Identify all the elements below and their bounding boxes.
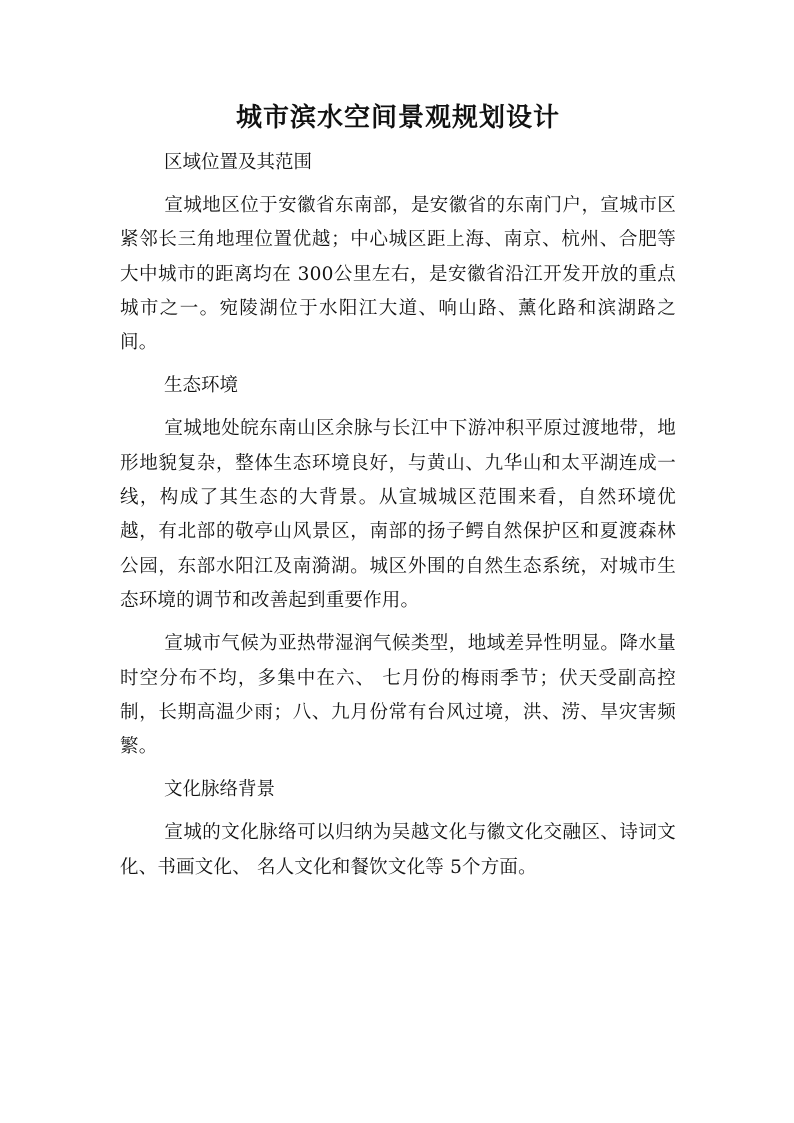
document-page <box>120 92 676 894</box>
section-heading-culture: 文化脉络背景 <box>164 779 276 801</box>
section-heading-location: 区域位置及其范围 <box>164 152 313 173</box>
paragraph-ecology-terrain: 宣城地处皖东南山区余脉与长江中下游冲积平原过渡地带，地形地貌复杂，整体生态环境良好，与黄山、九华山和太平湖连成一线，构成了其生态的大背景。从宣城城区范围来看，自然环境优越，有北部的敬亭山风景区，南部的扬子鳄自然保护区和夏渡森林公园，东部水阳江及南漪湖。城区外围的自然生态系统，对城市生态环境的调节和改善起到重要作用。 <box>120 418 676 611</box>
section-heading-ecology: 生态环境 <box>164 375 239 397</box>
paragraph-location: 宣城地区位于安徽省东南部，是安徽省的东南门户，宣城市区紧邻长三角地理位置优越；中心城区距上海、南京、杭州、合肥等大中城市的距离均在 300公里左右，是安徽省沿江开发开放的重点城市之一。宛陵湖位于水阳江大道、响山路、薰化路和滨湖路之间。 <box>120 195 676 354</box>
paragraph-culture: 宣城的文化脉络可以归纳为吴越文化与徽文化交融区、诗词文化、书画文化、 名人文化和餐饮文化等 5个方面。 <box>120 822 676 878</box>
paragraph-ecology-climate: 宣城市气候为亚热带湿润气候类型，地域差异性明显。降水量时空分布不均，多集中在六、 七月份的梅雨季节；伏天受副高控制，长期高温少雨；八、九月份常有台风过境，洪、涝、旱灾害频繁。 <box>120 633 676 758</box>
document-title: 城市滨水空间景观规划设计 <box>235 103 560 133</box>
